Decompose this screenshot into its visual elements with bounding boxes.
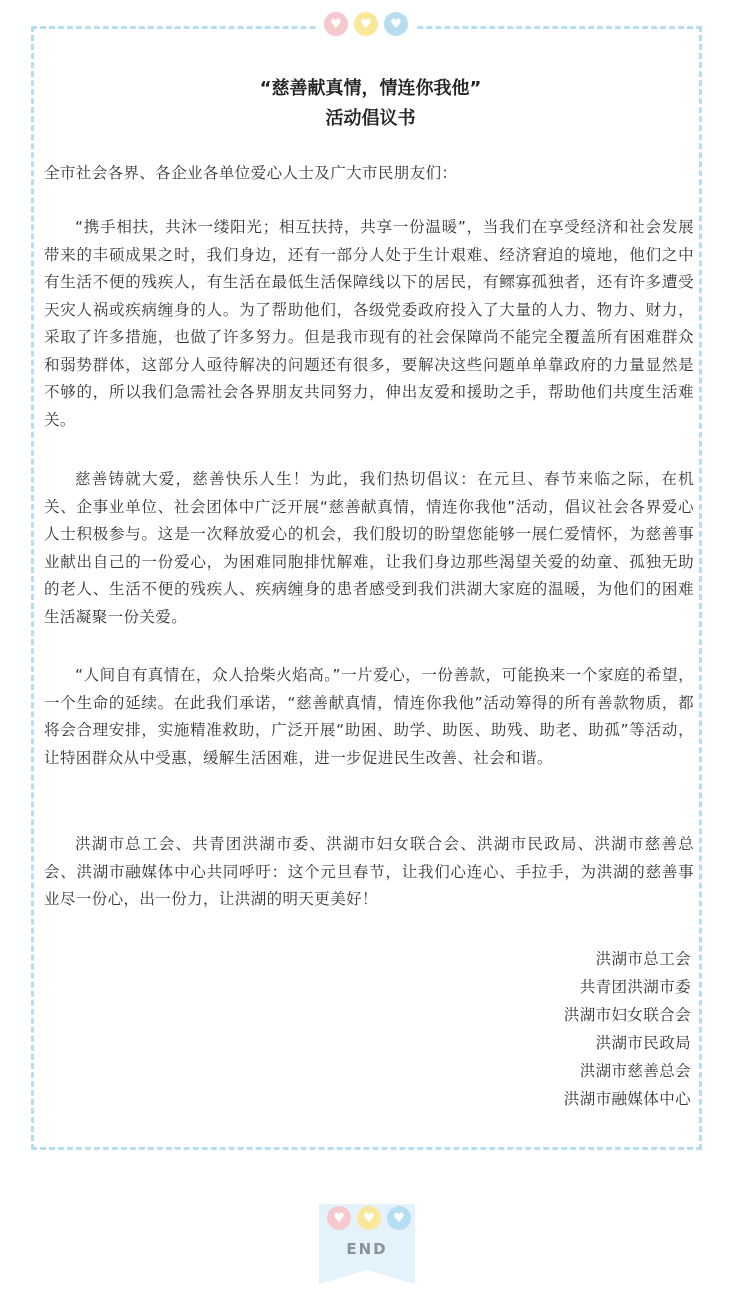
document-subtitle: 活动倡议书 [325,108,416,129]
signature-line: 洪湖市融媒体中心 [563,1090,691,1108]
signature-line: 洪湖市慈善总会 [579,1062,691,1080]
signature-line: 共青团洪湖市委 [579,978,691,996]
paragraph-1: “携手相扶，共沐一缕阳光；相互扶持，共享一份温暖”，当我们在享受经济和社会发展带来的丰硕成果之时，我们身边，还有一部分人处于生计艰难、经济窘迫的境地，他们之中有生活不便的残疾人，有生活在最低生活保障线以下的居民，有鳏寡孤独者，还有许多遭受天灾人祸或疾病缠身的人。为了帮助他们，各级党委政府投入了大量的人力、物力、财力，采取了许多措施，也做了许多努力。但是我市现有的社会保障尚不能完全覆盖所有困难群众和弱势群体，这部分人亟待解决的问题还有很多，要解决这些问题单单靠政府的力量显然是不够的，所以我们急需社会各界朋友共同努力，伸出友爱和援助之手，帮助他们共度生活难关。 [44,218,694,429]
paragraph-4: 洪湖市总工会、共青团洪湖市委、洪湖市妇女联合会、洪湖市民政局、洪湖市慈善总会、洪湖市融媒体中心共同呼吁：这个元旦春节，让我们心连心、手拉手，为洪湖的慈善事业尽一份心，出一份力，让洪湖的明天更美好！ [44,835,694,908]
signature-line: 洪湖市妇女联合会 [563,1006,691,1024]
pink-heart-icon: ♥ [324,12,348,36]
end-label: END [346,1240,388,1258]
signature-line: 洪湖市总工会 [595,950,691,968]
yellow-heart-icon: ♥ [357,1206,381,1230]
paragraph-3: “人间自有真情在，众人拾柴火焰高。”一片爱心，一份善款，可能换来一个家庭的希望，一个生命的延续。在此我们承诺，“慈善献真情，情连你我他”活动筹得的所有善款物质，都将会合理安排，实施精准救助，广泛开展“助困、助学、助医、助残、助老、助孤”等活动，让特困群众从中受惠，缓解生活困难，进一步促进民生改善、社会和谐。 [44,666,694,767]
yellow-heart-icon: ♥ [354,12,378,36]
paragraph-2: 慈善铸就大爱，慈善快乐人生！为此，我们热切倡议：在元旦、春节来临之际，在机关、企事业单位、社会团体中广泛开展“慈善献真情，情连你我他”活动，倡议社会各界爱心人士积极参与。这是一次释放爱心的机会，我们殷切的盼望您能够一展仁爱情怀，为慈善事业献出自己的一份爱心，为困难同胞排忧解难，让我们身边那些渴望关爱的幼童、孤独无助的老人、生活不便的残疾人、疾病缠身的患者感受到我们洪湖大家庭的温暖，为他们的困难生活凝聚一份关爱。 [44,470,694,626]
top-heart-badges [316,12,416,38]
pink-heart-icon: ♥ [327,1206,351,1230]
salutation: 全市社会各界、各企业各单位爱心人士及广大市民朋友们： [44,164,458,182]
blue-heart-icon: ♥ [387,1206,411,1230]
bottom-heart-badges [319,1206,419,1232]
signature-line: 洪湖市民政局 [595,1034,691,1052]
blue-heart-icon: ♥ [384,12,408,36]
document-title: “慈善献真情，情连你我他” [259,78,482,99]
signature-block [564,945,691,1113]
